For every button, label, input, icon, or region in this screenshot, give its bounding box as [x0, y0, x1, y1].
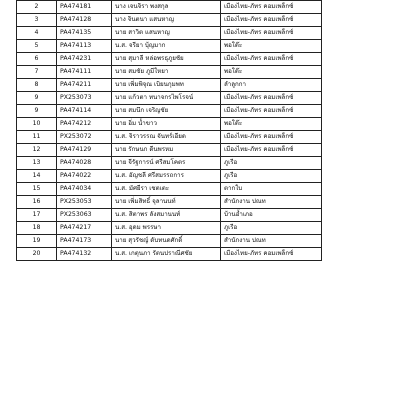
member-id: PA474132	[57, 248, 112, 261]
member-name: นาย รักษนก ดีนพรหม	[112, 144, 221, 157]
row-number: 3	[17, 14, 57, 27]
member-name: น.ส. มัศยีรา เชตเตะ	[112, 183, 221, 196]
branch-name: ภูเรือ	[221, 170, 322, 183]
branch-name: ลำลูกกา	[221, 79, 322, 92]
member-id: PA474173	[57, 235, 112, 248]
branch-name: เมืองไทย-ภัทร คอมเพล็กซ์	[221, 248, 322, 261]
member-name: นาย สมนึก เจริญชัย	[112, 105, 221, 118]
table-row	[17, 170, 322, 183]
member-name: นาง จินตนา แสนหาญ	[112, 14, 221, 27]
row-number: 13	[17, 157, 57, 170]
row-number: 8	[17, 79, 57, 92]
member-id: PA474034	[57, 183, 112, 196]
table-row	[17, 92, 322, 105]
row-number: 10	[17, 118, 57, 131]
branch-name: พอใด๊ะ	[221, 66, 322, 79]
row-number: 7	[17, 66, 57, 79]
member-id: PX253063	[57, 209, 112, 222]
member-id: PX253073	[57, 92, 112, 105]
member-id: PA474028	[57, 157, 112, 170]
member-id: PA474022	[57, 170, 112, 183]
branch-name: พอใด๊ะ	[221, 118, 322, 131]
row-number: 6	[17, 53, 57, 66]
branch-name: บ้านอ้ำเภอ	[221, 209, 322, 222]
row-number: 16	[17, 196, 57, 209]
row-number: 11	[17, 131, 57, 144]
member-id: PA474129	[57, 144, 112, 157]
row-number: 9	[17, 92, 57, 105]
member-name: น.ส. จิราวรรณ จันทร์เอียด	[112, 131, 221, 144]
branch-name: เมืองไทย-ภัทร คอมเพล็กซ์	[221, 14, 322, 27]
branch-name: ตากใบ	[221, 183, 322, 196]
table-row	[17, 27, 322, 40]
member-id: PA474113	[57, 40, 112, 53]
branch-name: ภูเรือ	[221, 222, 322, 235]
branch-name: เมืองไทย-ภัทร คอมเพล็กซ์	[221, 27, 322, 40]
branch-name: สำนักงาน ปณท	[221, 196, 322, 209]
row-number: 20	[17, 248, 57, 261]
table-row	[17, 53, 322, 66]
member-name: นาย สาวิต แสนหาญ	[112, 27, 221, 40]
table-row	[17, 144, 322, 157]
branch-name: เมืองไทย-ภัทร คอมเพล็กซ์	[221, 53, 322, 66]
branch-name: เมืองไทย-ภัทร คอมเพล็กซ์	[221, 1, 322, 14]
table-row	[17, 222, 322, 235]
table-row	[17, 131, 322, 144]
roster-table	[16, 0, 322, 261]
member-id: PX253053	[57, 196, 112, 209]
row-number: 9	[17, 105, 57, 118]
row-number: 19	[17, 235, 57, 248]
member-name: นาย เพิ่มสิทธิ์ จุลานนท์	[112, 196, 221, 209]
table-row	[17, 105, 322, 118]
member-id: PA474212	[57, 118, 112, 131]
table-row	[17, 183, 322, 196]
member-name: นาย สมชัย ภูมีใหยา	[112, 66, 221, 79]
member-name: น.ส. อุดม พรรษา	[112, 222, 221, 235]
member-id: PA474135	[57, 27, 112, 40]
table-row	[17, 157, 322, 170]
branch-name: พอใด๊ะ	[221, 40, 322, 53]
member-name: น.ส. อัญชลี ศรีสมรรถการ	[112, 170, 221, 183]
table-row	[17, 235, 322, 248]
table-row	[17, 14, 322, 27]
branch-name: เมืองไทย-ภัทร คอมเพล็กซ์	[221, 131, 322, 144]
table-row	[17, 1, 322, 14]
member-id: PA474114	[57, 105, 112, 118]
row-number: 2	[17, 1, 57, 14]
member-id: PA474181	[57, 1, 112, 14]
branch-name: เมืองไทย-ภัทร คอมเพล็กซ์	[221, 144, 322, 157]
table-row	[17, 66, 322, 79]
branch-name: สำนักงาน ปณท	[221, 235, 322, 248]
row-number: 17	[17, 209, 57, 222]
row-number: 12	[17, 144, 57, 157]
member-name: นาย สุมาลี หล่อพรธุภูยชัย	[112, 53, 221, 66]
member-name: นาง เจนจิรา พงสกุล	[112, 1, 221, 14]
roster-body	[17, 1, 322, 261]
row-number: 5	[17, 40, 57, 53]
row-number: 15	[17, 183, 57, 196]
table-row	[17, 196, 322, 209]
member-name: นาย เพิ่มพิจุณ เบิยนกุมพท	[112, 79, 221, 92]
member-id: PA474231	[57, 53, 112, 66]
table-row	[17, 248, 322, 261]
table-row	[17, 118, 322, 131]
member-id: PA474111	[57, 66, 112, 79]
member-id: PA474217	[57, 222, 112, 235]
table-row	[17, 209, 322, 222]
table-row	[17, 40, 322, 53]
row-number: 18	[17, 222, 57, 235]
row-number: 4	[17, 27, 57, 40]
table-row	[17, 79, 322, 92]
member-name: น.ส. สิตาพร ลังสมานนท์	[112, 209, 221, 222]
member-name: นาย แก้วตา ทนาจกรไพโรจน์	[112, 92, 221, 105]
row-number: 14	[17, 170, 57, 183]
member-name: น.ส. เกตุนภา รัตนปราณีศชัย	[112, 248, 221, 261]
member-id: PA474211	[57, 79, 112, 92]
member-name: นาย จีรัฐการน์ ศรีสมโคตร	[112, 157, 221, 170]
branch-name: เมืองไทย-ภัทร คอมเพล็กซ์	[221, 105, 322, 118]
member-name: น.ส. จรียา บุ้ญมาก	[112, 40, 221, 53]
member-id: PA474128	[57, 14, 112, 27]
member-name: นาย สุวรัชญ์ ดับทนดศักดิ์	[112, 235, 221, 248]
member-id: PX253072	[57, 131, 112, 144]
member-name: นาย อิ่ม น้ำขาว	[112, 118, 221, 131]
branch-name: เมืองไทย-ภัทร คอมเพล็กซ์	[221, 92, 322, 105]
branch-name: ภูเรือ	[221, 157, 322, 170]
